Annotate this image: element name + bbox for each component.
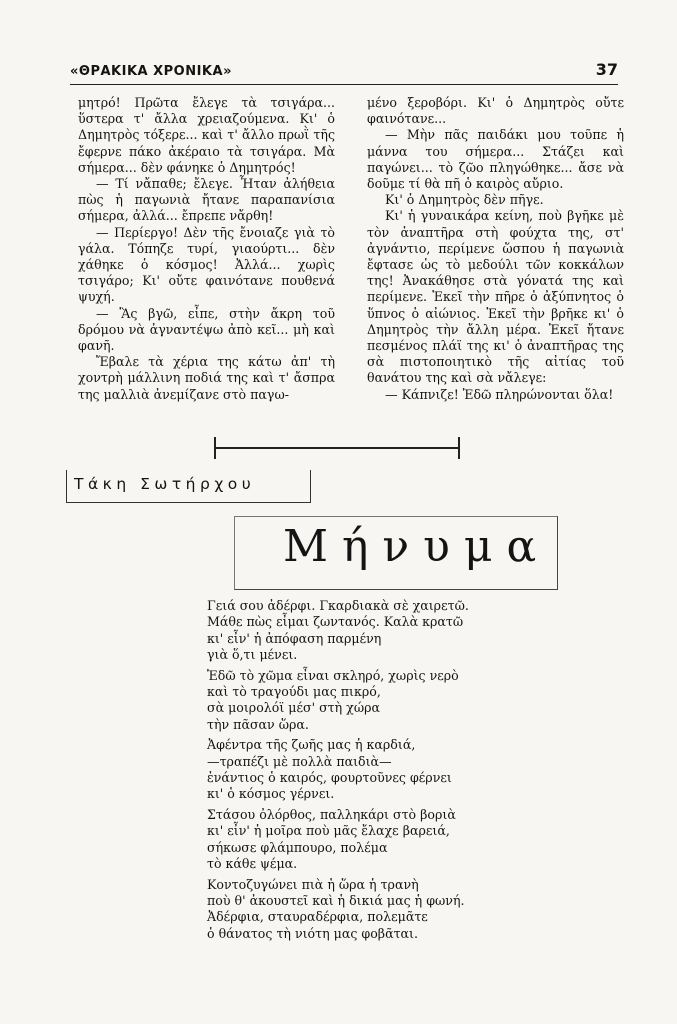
- poem-title-box: [234, 516, 558, 590]
- right-column: [367, 95, 624, 435]
- prose-columns: [78, 95, 624, 435]
- poem-line: κι' εἶν' ἡ μοῖρα ποὺ μᾶς ἔλαχε βαρειά,: [207, 823, 450, 839]
- author-name: Τάκη Σωτήρχου: [74, 475, 256, 493]
- paragraph: μένο ξεροβόρι. Κι' ὁ Δημητρὸς οὔτε φαινότανε...: [367, 95, 624, 127]
- poem-line: Ἀφέντρα τῆς ζωῆς μας ἡ καρδιά,: [207, 737, 416, 753]
- poem-line: —τραπέζι μὲ πολλὰ παιδιὰ—: [207, 753, 392, 769]
- paragraph: μητρό! Πρῶτα ἔλεγε τὰ τσιγάρα... ὕστερα τ' ἄλλα χρειαζούμενα. Κι' ὁ Δημητρὸς τόξερε... καὶ τ' ἄλλο πρωῒ τῆς ἔφερνε πάκο ἀκέραιο τὰ τσιγάρα. Μὰ σήμερα... δὲν φάνηκε ὁ Δημητρός!: [78, 95, 335, 175]
- author-box: [66, 470, 311, 503]
- paragraph: — Κάπνιζε! Ἐδῶ πληρώνονται ὅλα!: [385, 386, 614, 402]
- author-box-edge: [66, 470, 67, 502]
- poem-line: ὁ θάνατος τὴ νιότη μας φοβᾶται.: [207, 925, 418, 941]
- stanza: [207, 598, 507, 664]
- poem-line: τὴν πᾶσαν ὥρα.: [207, 716, 309, 732]
- stanza: [207, 737, 507, 803]
- poem-line: καὶ τὸ τραγούδι μας πικρό,: [207, 684, 381, 700]
- poem-line: γιὰ ὅ,τι μένει.: [207, 647, 298, 663]
- running-header: [70, 60, 618, 82]
- poem-line: σήκωσε φλάμπουρο, πολέμα: [207, 839, 388, 855]
- poem-line: τὸ κάθε ψέμα.: [207, 856, 298, 872]
- poem-line: κι' εἶν' ἡ ἀπόφαση παρμένη: [207, 630, 382, 646]
- paragraph: — Περίεργο! Δὲν τῆς ἔνοιαζε γιὰ τὸ γάλα. Τόπηζε τυρί, γιαούρτι... δὲν χάθηκε ὁ κόσμος! Ἀλλά... χωρὶς τσιγάρο; Κι' οὔτε φαινότανε πουθενά ψυχή.: [78, 224, 335, 305]
- poem-line: Γειά σου ἀδέρφι. Γκαρδιακὰ σὲ χαιρετῶ.: [207, 598, 469, 613]
- poem-line: Ἐδῶ τὸ χῶμα εἶναι σκληρό, χωρὶς νερὸ: [207, 667, 459, 683]
- paragraph: Κι' ἡ γυναικάρα κείνη, ποὺ βγῆκε μὲ τὸν ἀναπτῆρα στὴ φούχτα της, στ' ἀγνάντιο, περίμενε ὥσπου ἡ παγωνιὰ ἔφτασε ὡς τὸ μεδούλι τῶν κοκκάλων της! Ἀνακάθησε στὰ γόνατά της καὶ περίμενε. Ἐκεῖ τὴν πῆρε ὁ ἀξύπνητος ὁ ὕπνος ὁ αἰώνιος. Ἐκεῖ τὴν βρῆκε κι' ὁ Δημητρὸς τὴν ἄλλη μέρα. Ἐκεῖ ἤτανε πεσμένος πλάϊ της κι' ὁ ἀναπτῆρας της σὰ πιστοποιητικὸ τῆς αἰτίας τοῦ θανάτου της καὶ σὰ νἄλεγε:: [367, 208, 624, 386]
- header-rule: [70, 84, 618, 85]
- poem-line: Κοντοζυγώνει πιὰ ἡ ὥρα ἡ τρανὴ: [207, 876, 419, 892]
- page-number: 37: [595, 60, 618, 79]
- journal-title: «ΘΡΑΚΙΚΑ ΧΡΟΝΙΚΑ»: [70, 64, 232, 79]
- paragraph: Ἔβαλε τὰ χέρια της κάτω ἀπ' τὴ χοντρὴ μάλλινη ποδιά της καὶ τ' ἄσπρα της μαλλιὰ ἀνεμίζανε στὸ παγω-: [78, 354, 335, 402]
- section-divider: [214, 447, 460, 449]
- poem-line: σὰ μοιρολόϊ μέσ' στὴ χώρα: [207, 700, 380, 716]
- poem-line: ἐνάντιος ὁ καιρός, φουρτοῦνες φέρνει: [207, 770, 452, 786]
- paragraph: — Τί νἄπαθε; ἔλεγε. Ἦταν ἀλήθεια πὼς ἡ παγωνιὰ ἤτανε παραπανίσια σήμερα, ἀλλά... ἔπρεπε νἄρθη!: [78, 176, 335, 224]
- stanza: [207, 668, 507, 734]
- stanza: [207, 807, 507, 873]
- poem-line: ποὺ θ' ἀκουστεῖ καὶ ἡ δικιά μας ἡ φωνή.: [207, 892, 465, 908]
- poem-line: κι' ὁ κόσμος γέρνει.: [207, 786, 335, 802]
- paragraph: — Ἂς βγῶ, εἶπε, στὴν ἄκρη τοῦ δρόμου νὰ ἀγναντέψω ἀπὸ κεῖ... μὴ καὶ φανῆ.: [78, 305, 335, 354]
- divider-tick-right: [458, 437, 460, 459]
- divider-tick-left: [214, 437, 216, 459]
- poem-title: Μήνυμα: [283, 521, 551, 572]
- poem-body: [207, 598, 507, 946]
- paragraph: — Μὴν πᾶς παιδάκι μου τοῦπε ἡ μάννα του σήμερα... Στάζει καὶ παγώνει... τὸ ζῶο πληγώθηκε... ἄσε νὰ δοῦμε τί θὰ πῆ ὁ καιρὸς αὔριο.: [367, 127, 624, 192]
- poem-line: Στάσου ὀλόρθος, παλληκάρι στὸ βοριὰ: [207, 806, 456, 822]
- poem-line: Ἀδέρφια, σταυραδέρφια, πολεμᾶτε: [207, 909, 428, 925]
- poem-line: Μάθε πὼς εἶμαι ζωντανός. Καλὰ κρατῶ: [207, 614, 464, 630]
- paragraph: Κι' ὁ Δημητρὸς δὲν πῆγε.: [385, 192, 544, 208]
- stanza: [207, 877, 507, 943]
- left-column: [78, 95, 335, 435]
